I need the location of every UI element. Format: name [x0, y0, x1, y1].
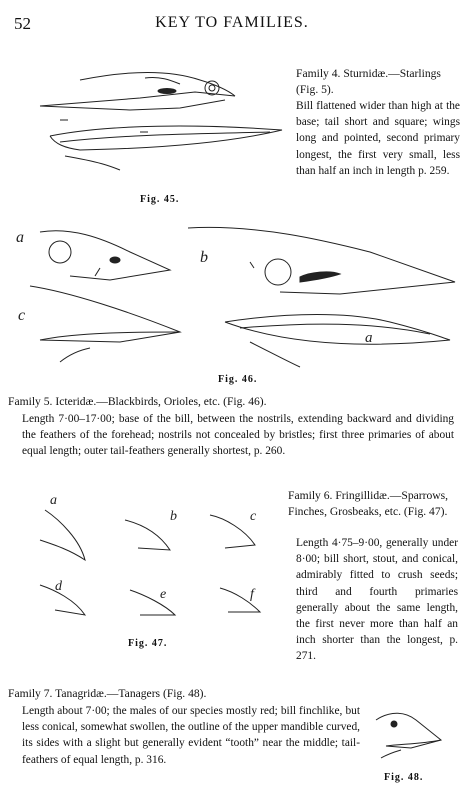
page-title: KEY TO FAMILIES. [155, 14, 309, 31]
fig-46-label-a: a [16, 229, 24, 246]
fig-45-caption: Fig. 45. [140, 194, 180, 205]
family-7-heading: Family 7. Tanagridæ.—Tanagers (Fig. 48). [8, 687, 207, 700]
fig-46-caption: Fig. 46. [218, 374, 258, 385]
fig-46-label-b: b [200, 249, 208, 266]
fig-48-caption: Fig. 48. [384, 772, 424, 783]
family-7-text: Length about 7·00; the males of our species mostly red; bill finchlike, but less conical, somewhat swollen, the outline of the upper mandible curved, its sides with a slight but generally evident “tooth” near the middle; tail-feathers of equal length, p. 316. [22, 705, 360, 766]
fig-47-label-d: d [55, 579, 62, 594]
fig-47-label-f: f [250, 587, 254, 602]
fig-47-label-e: e [160, 587, 167, 602]
fig-47-label-c: c [250, 509, 257, 524]
fig-47-label-b: b [170, 509, 177, 524]
fig-47-caption: Fig. 47. [128, 638, 168, 649]
fig-45-illustration [20, 58, 285, 178]
fig-47-illustration [30, 490, 280, 630]
page-number: 52 [14, 14, 31, 33]
fig-46-label-c: c [18, 307, 26, 324]
family-4-text: Bill flattened wider than high at the base; tail short and square; wings long and pointed, second primary longest, the first very small, less than half an inch in length p. 259. [296, 100, 460, 177]
family-5-heading: Family 5. Icteridæ.—Blackbirds, Orioles, etc. (Fig. 46). [8, 395, 267, 408]
fig-47-label-a: a [50, 493, 57, 508]
fig-46-label-a2: a [365, 330, 373, 346]
family-4-heading: Family 4. Sturnidæ.—Starlings (Fig. 5). [296, 67, 441, 96]
fig-48-illustration [366, 700, 456, 770]
fig-46-illustration [10, 222, 460, 372]
family-5-text: Length 7·00–17·00; base of the bill, between the nostrils, extending backward and dividing the feathers of the forehead; nostrils not concealed by bristles; first three primaries of about equal length; outer tail-feathers generally shortest, p. 260. [22, 413, 454, 458]
family-6-text: Length 4·75–9·00, generally under 8·00; bill short, stout, and conical, admirably fitted to crush seeds; third and fourth primaries generally about the same length, the first never more than half an inch shorter than the longest, p. 271. [296, 537, 458, 663]
family-6-heading: Family 6. Fringillidæ.—Sparrows, Finches, Grosbeaks, etc. (Fig. 47). [288, 489, 449, 518]
